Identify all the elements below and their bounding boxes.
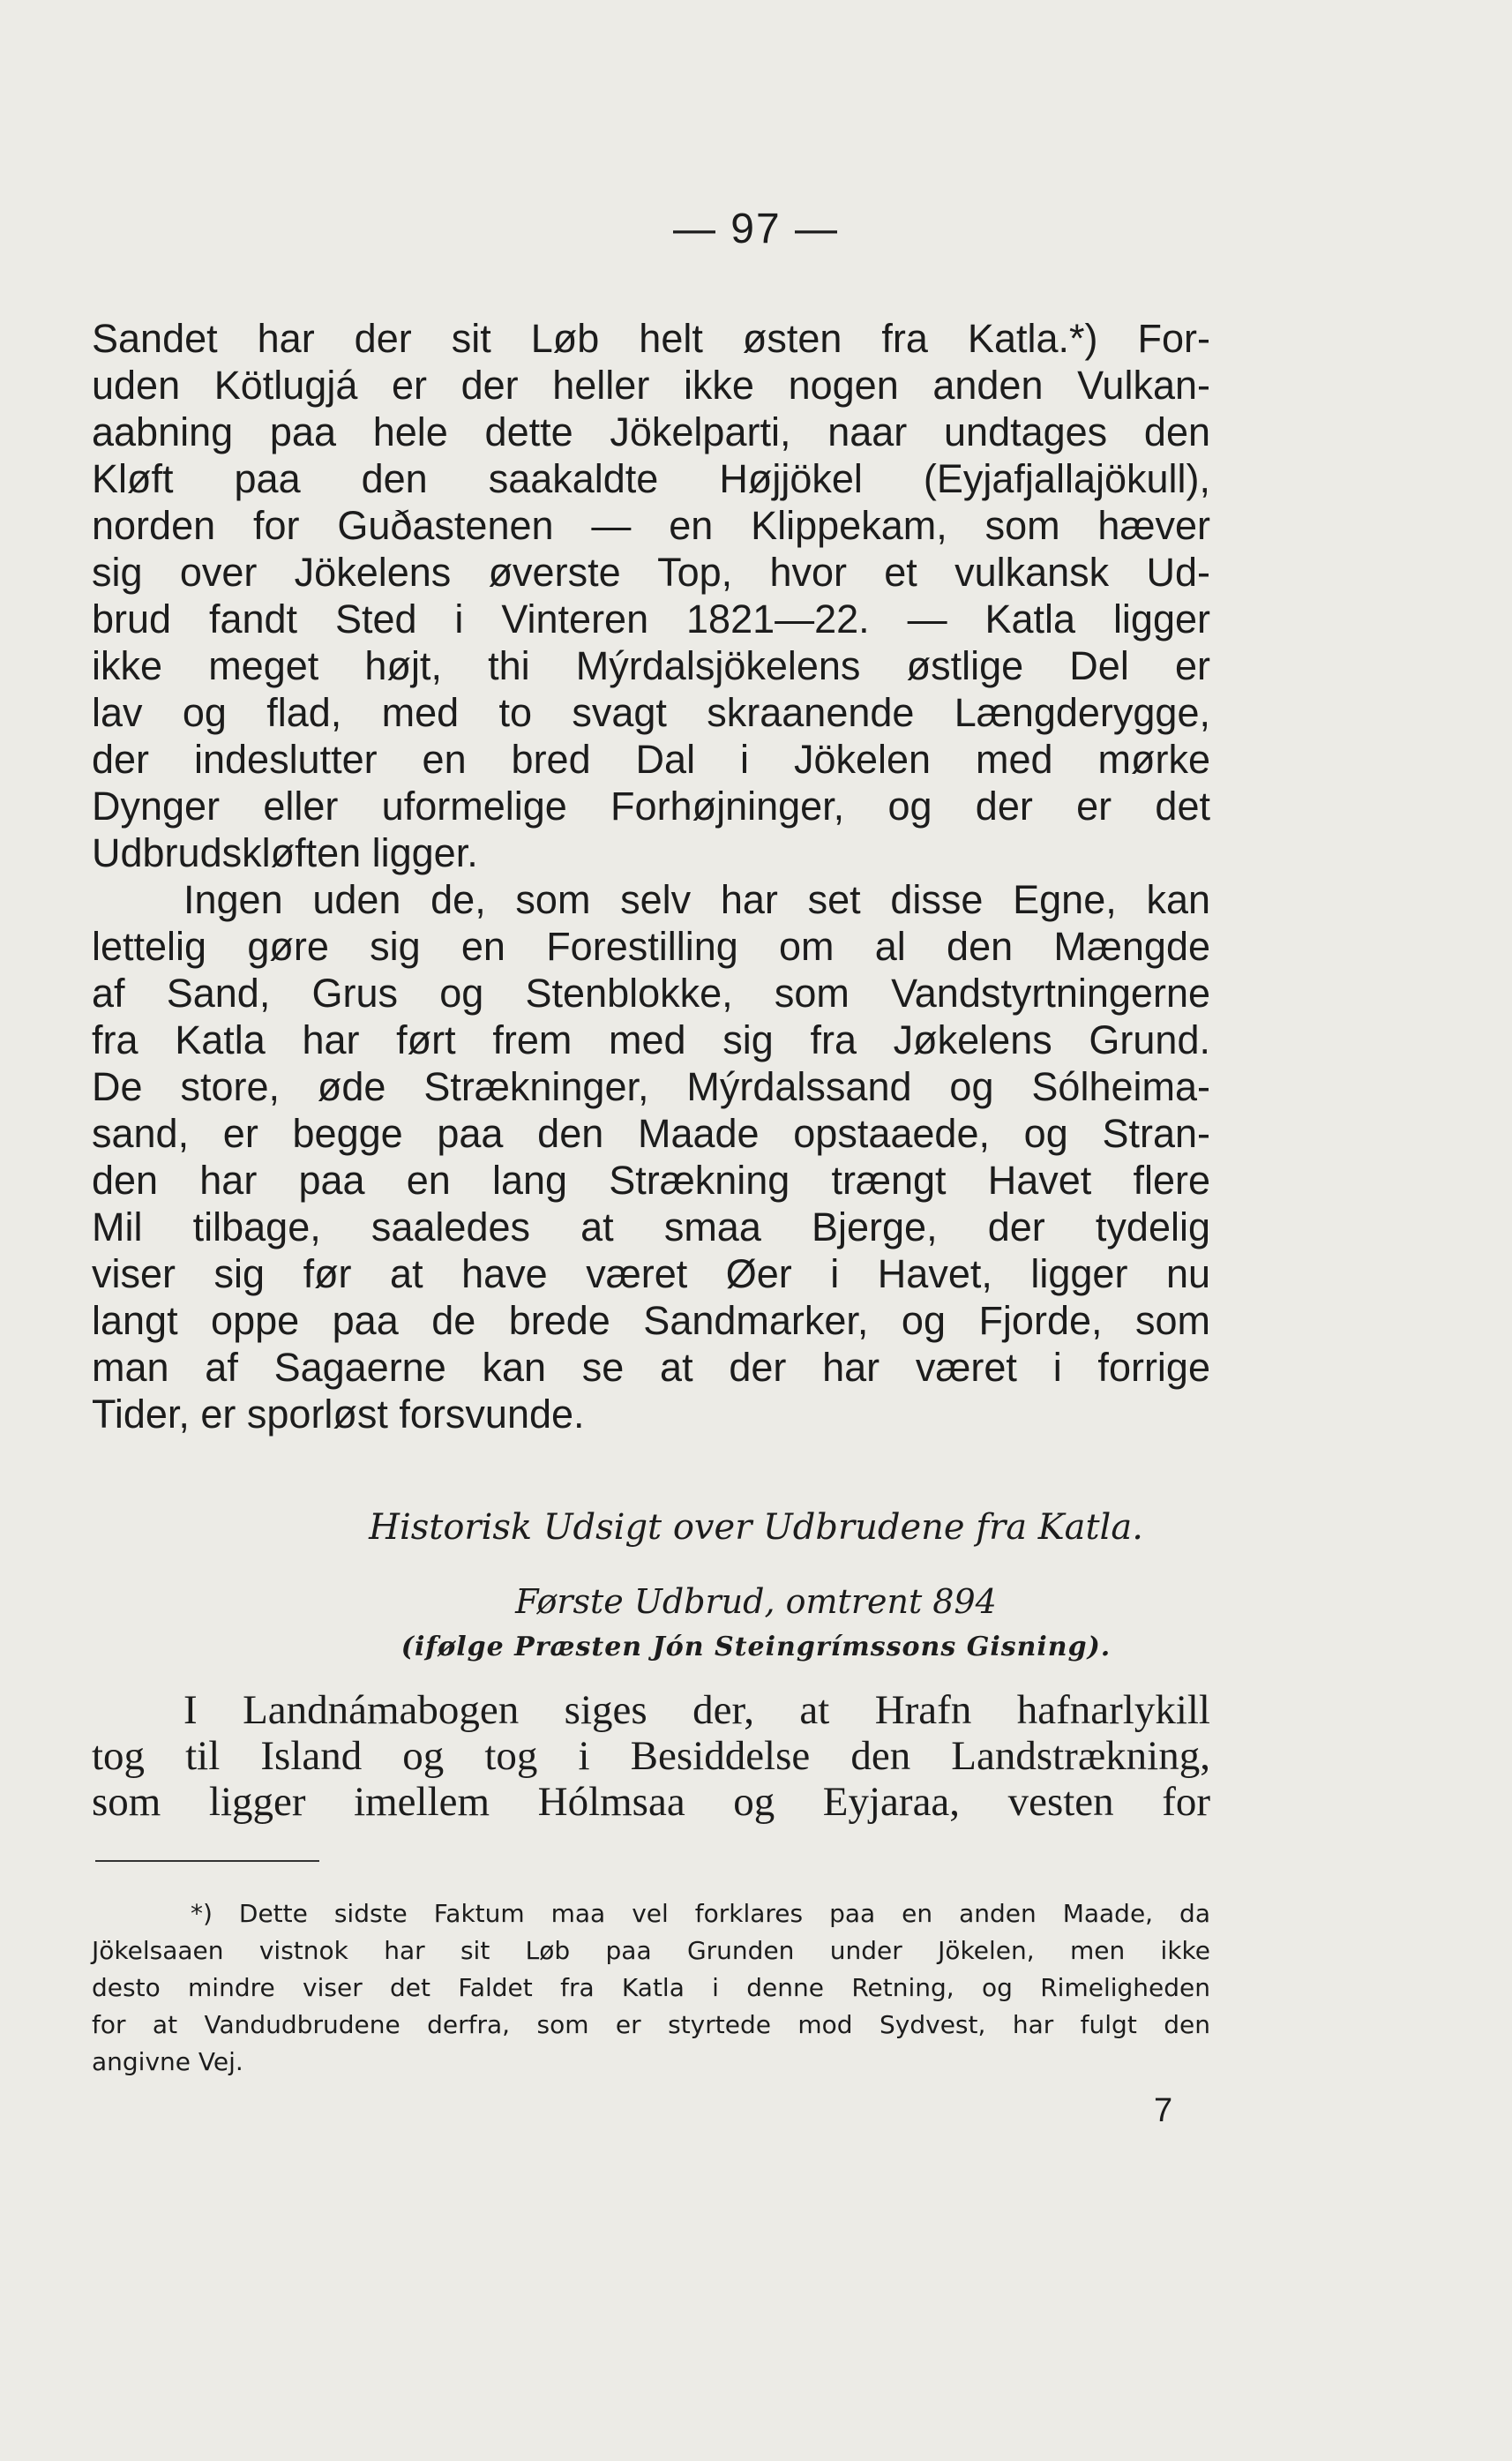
footnote-line: *) Dette sidste Faktum maa vel forklares paa en anden Maade, da: [191, 1899, 1210, 1928]
footnote-line: for at Vandudbrudene derfra, som er styrtede mod Sydvest, har fulgt den: [92, 2010, 1210, 2039]
body-line: uden Kötlugjá er der heller ikke nogen anden Vulkan-: [92, 363, 1210, 408]
body-line: Udbrudskløften ligger.: [92, 830, 478, 875]
body-line: den har paa en lang Strækning trængt Havet flere: [92, 1158, 1210, 1203]
page-number: — 97 —: [672, 206, 840, 252]
body-line: Dynger eller uformelige Forhøjninger, og der er det: [92, 784, 1210, 829]
body-line: lettelig gøre sig en Forestilling om al den Mængde: [92, 924, 1210, 969]
section-line: som ligger imellem Hólmsaa og Eyjaraa, vesten for: [92, 1779, 1210, 1825]
body-line: man af Sagaerne kan se at der har været i forrige: [92, 1345, 1210, 1390]
body-line: De store, øde Strækninger, Mýrdalssand og Sólheima-: [92, 1064, 1210, 1109]
body-line: Kløft paa den saakaldte Højjökel (Eyjafjallajökull),: [92, 456, 1210, 501]
footnote-line: desto mindre viser det Faldet fra Katla i denne Retning, og Rimeligheden: [92, 1973, 1210, 2002]
body-line: Tider, er sporløst forsvunde.: [92, 1392, 585, 1437]
body-line: ikke meget højt, thi Mýrdalsjökelens østlige Del er: [92, 643, 1210, 688]
footnote-line: angivne Vej.: [92, 2047, 243, 2076]
section-subheading-note: (ifølge Præsten Jón Steingrímssons Gisning).: [400, 1632, 1112, 1662]
body-line: viser sig før at have været Øer i Havet, ligger nu: [92, 1251, 1210, 1296]
body-line: der indeslutter en bred Dal i Jökelen med mørke: [92, 737, 1210, 782]
section-line: I Landnámabogen siges der, at Hrafn hafnarlykill: [183, 1687, 1210, 1733]
body-line: Ingen uden de, som selv har set disse Egne, kan: [183, 877, 1210, 922]
body-line: sand, er begge paa den Maade opstaaede, og Stran-: [92, 1111, 1210, 1156]
section-subheading: Første Udbrud, omtrent 894: [515, 1582, 997, 1621]
body-line: aabning paa hele dette Jökelparti, naar undtages den: [92, 409, 1210, 454]
body-line: sig over Jökelens øverste Top, hvor et vulkansk Ud-: [92, 550, 1210, 595]
body-line: lav og flad, med to svagt skraanende Længderygge,: [92, 690, 1210, 735]
section-line: tog til Island og tog i Besiddelse den Landstrækning,: [92, 1733, 1210, 1779]
section-text: [92, 1687, 1210, 1825]
body-line: langt oppe paa de brede Sandmarker, og Fjorde, som: [92, 1298, 1210, 1343]
body-line: Sandet har der sit Løb helt østen fra Katla.*) For-: [92, 316, 1210, 361]
body-line: norden for Guðastenen — en Klippekam, som hæver: [92, 503, 1210, 548]
signature-mark: 7: [1154, 2092, 1173, 2129]
body-line: fra Katla har ført frem med sig fra Jøkelens Grund.: [92, 1017, 1210, 1062]
body-line: brud fandt Sted i Vinteren 1821—22. — Katla ligger: [92, 596, 1210, 642]
footnote-line: Jökelsaaen vistnok har sit Løb paa Grunden under Jökelen, men ikke: [92, 1936, 1210, 1965]
section-heading: Historisk Udsigt over Udbrudene fra Katla.: [369, 1507, 1143, 1548]
body-text: [92, 315, 1210, 1437]
body-line: af Sand, Grus og Stenblokke, som Vandstyrtningerne: [92, 971, 1210, 1016]
footnote-divider: [95, 1860, 319, 1862]
footnote: [92, 1895, 1210, 2081]
body-line: Mil tilbage, saaledes at smaa Bjerge, der tydelig: [92, 1204, 1210, 1249]
